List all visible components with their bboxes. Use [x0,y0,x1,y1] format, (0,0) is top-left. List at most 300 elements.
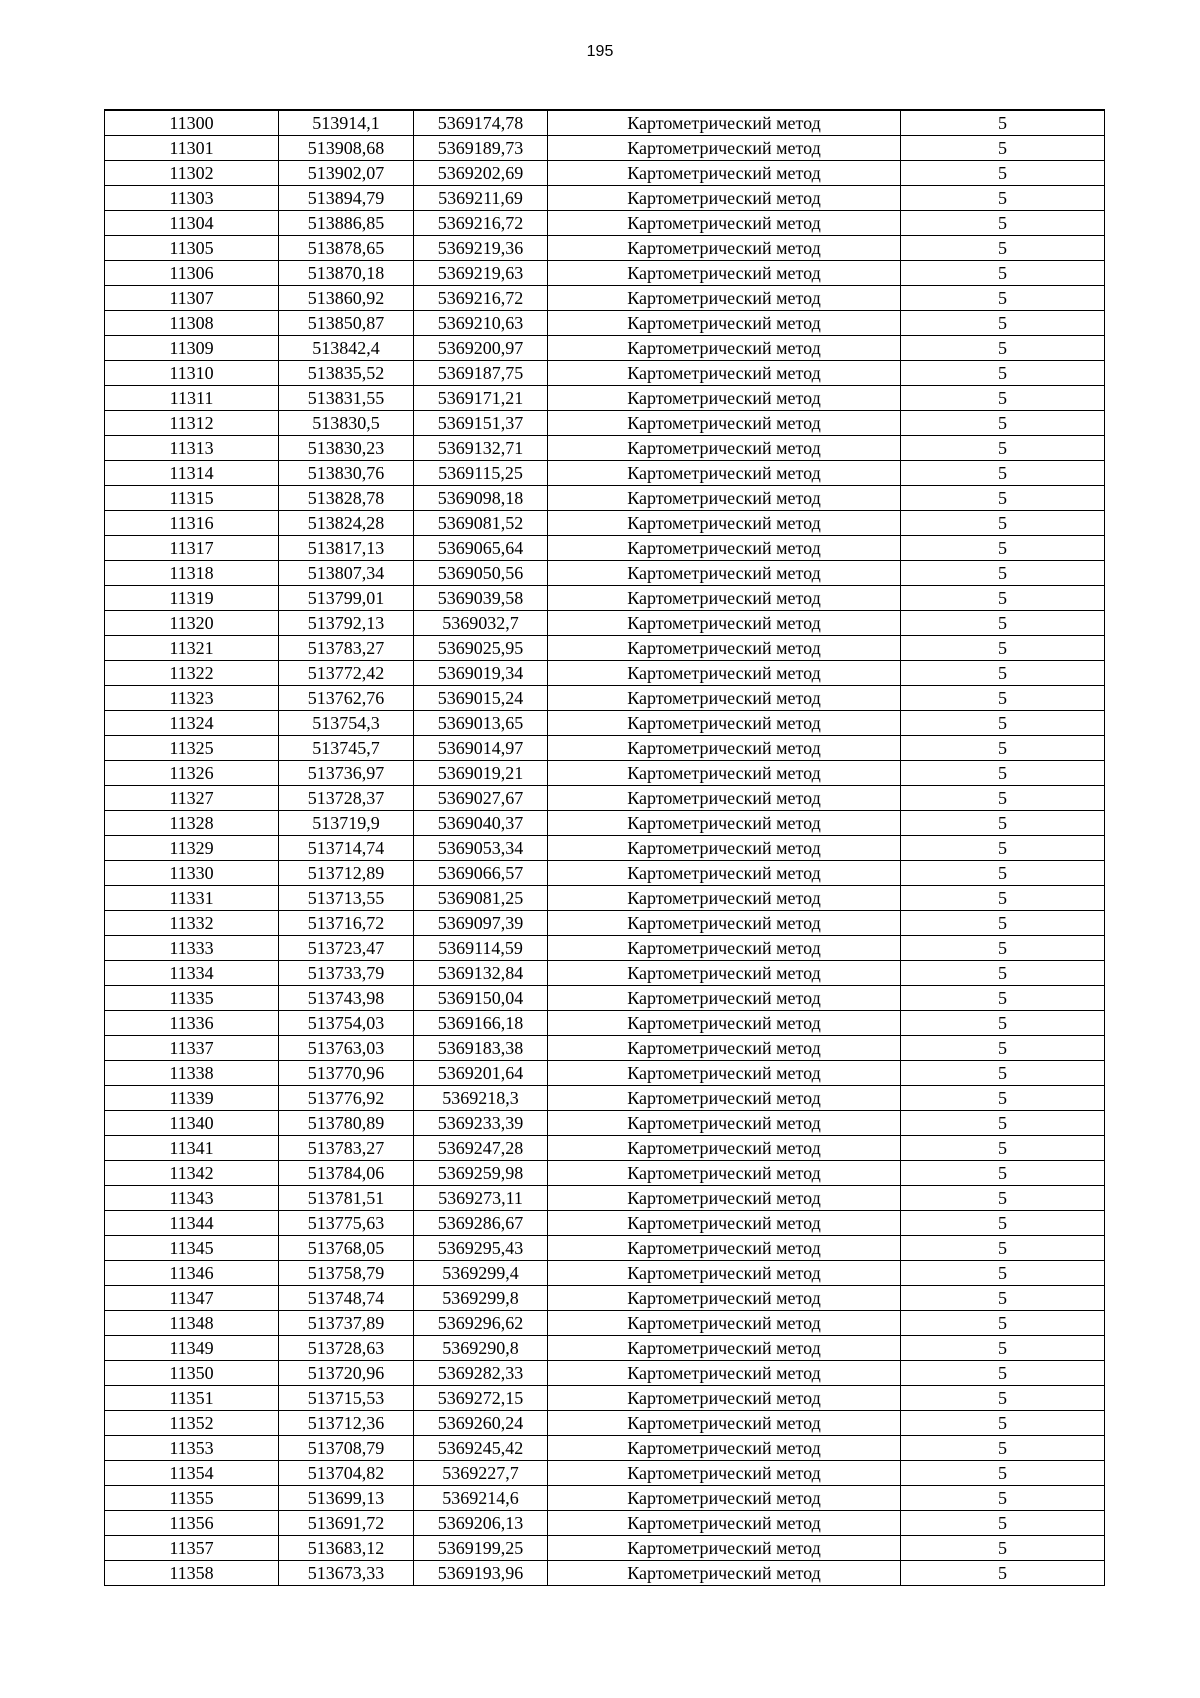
y-coordinate-cell: 5369081,52 [414,511,548,536]
table-row [105,1536,1105,1561]
point-number-cell: 11353 [105,1436,279,1461]
method-cell: Картометрический метод [548,1036,901,1061]
method-cell: Картометрический метод [548,561,901,586]
x-coordinate-cell: 513713,55 [279,886,414,911]
point-number-cell: 11347 [105,1286,279,1311]
y-coordinate-cell: 5369171,21 [414,386,548,411]
table-row [105,236,1105,261]
table-row [105,861,1105,886]
y-coordinate-cell: 5369296,62 [414,1311,548,1336]
x-coordinate-cell: 513743,98 [279,986,414,1011]
x-coordinate-cell: 513776,92 [279,1086,414,1111]
accuracy-cell: 5 [901,786,1105,811]
x-coordinate-cell: 513783,27 [279,636,414,661]
x-coordinate-cell: 513745,7 [279,736,414,761]
table-row [105,1336,1105,1361]
accuracy-cell: 5 [901,1486,1105,1511]
accuracy-cell: 5 [901,686,1105,711]
method-cell: Картометрический метод [548,1486,901,1511]
point-number-cell: 11320 [105,611,279,636]
table-row [105,1261,1105,1286]
point-number-cell: 11348 [105,1311,279,1336]
table-row [105,161,1105,186]
y-coordinate-cell: 5369014,97 [414,736,548,761]
point-number-cell: 11344 [105,1211,279,1236]
table-row [105,1486,1105,1511]
accuracy-cell: 5 [901,461,1105,486]
table-row [105,136,1105,161]
method-cell: Картометрический метод [548,1136,901,1161]
accuracy-cell: 5 [901,1361,1105,1386]
point-number-cell: 11308 [105,311,279,336]
y-coordinate-cell: 5369260,24 [414,1411,548,1436]
method-cell: Картометрический метод [548,136,901,161]
y-coordinate-cell: 5369206,13 [414,1511,548,1536]
accuracy-cell: 5 [901,261,1105,286]
accuracy-cell: 5 [901,936,1105,961]
table-row [105,686,1105,711]
x-coordinate-cell: 513720,96 [279,1361,414,1386]
point-number-cell: 11324 [105,711,279,736]
accuracy-cell: 5 [901,961,1105,986]
accuracy-cell: 5 [901,336,1105,361]
x-coordinate-cell: 513728,63 [279,1336,414,1361]
table-row [105,1086,1105,1111]
point-number-cell: 11311 [105,386,279,411]
point-number-cell: 11350 [105,1361,279,1386]
y-coordinate-cell: 5369216,72 [414,211,548,236]
accuracy-cell: 5 [901,1161,1105,1186]
x-coordinate-cell: 513733,79 [279,961,414,986]
table-row [105,1386,1105,1411]
point-number-cell: 11338 [105,1061,279,1086]
page-number: 195 [586,43,614,60]
x-coordinate-cell: 513704,82 [279,1461,414,1486]
point-number-cell: 11321 [105,636,279,661]
y-coordinate-cell: 5369189,73 [414,136,548,161]
point-number-cell: 11300 [105,110,279,136]
x-coordinate-cell: 513878,65 [279,236,414,261]
x-coordinate-cell: 513817,13 [279,536,414,561]
point-number-cell: 11333 [105,936,279,961]
method-cell: Картометрический метод [548,786,901,811]
y-coordinate-cell: 5369040,37 [414,811,548,836]
x-coordinate-cell: 513831,55 [279,386,414,411]
accuracy-cell: 5 [901,586,1105,611]
y-coordinate-cell: 5369245,42 [414,1436,548,1461]
x-coordinate-cell: 513792,13 [279,611,414,636]
method-cell: Картометрический метод [548,110,901,136]
accuracy-cell: 5 [901,1286,1105,1311]
accuracy-cell: 5 [901,1061,1105,1086]
y-coordinate-cell: 5369066,57 [414,861,548,886]
point-number-cell: 11317 [105,536,279,561]
table-row [105,886,1105,911]
point-number-cell: 11341 [105,1136,279,1161]
accuracy-cell: 5 [901,1111,1105,1136]
accuracy-cell: 5 [901,361,1105,386]
accuracy-cell: 5 [901,486,1105,511]
accuracy-cell: 5 [901,110,1105,136]
point-number-cell: 11325 [105,736,279,761]
x-coordinate-cell: 513784,06 [279,1161,414,1186]
method-cell: Картометрический метод [548,161,901,186]
table-row [105,961,1105,986]
method-cell: Картометрический метод [548,461,901,486]
accuracy-cell: 5 [901,736,1105,761]
y-coordinate-cell: 5369114,59 [414,936,548,961]
table-row [105,1136,1105,1161]
table-row [105,1411,1105,1436]
y-coordinate-cell: 5369233,39 [414,1111,548,1136]
table-row [105,386,1105,411]
point-number-cell: 11357 [105,1536,279,1561]
method-cell: Картометрический метод [548,1286,901,1311]
y-coordinate-cell: 5369201,64 [414,1061,548,1086]
accuracy-cell: 5 [901,386,1105,411]
table-row [105,1011,1105,1036]
y-coordinate-cell: 5369132,84 [414,961,548,986]
method-cell: Картометрический метод [548,1561,901,1586]
y-coordinate-cell: 5369027,67 [414,786,548,811]
y-coordinate-cell: 5369216,72 [414,286,548,311]
method-cell: Картометрический метод [548,711,901,736]
x-coordinate-cell: 513830,5 [279,411,414,436]
table-row [105,1561,1105,1586]
table-row [105,261,1105,286]
accuracy-cell: 5 [901,236,1105,261]
y-coordinate-cell: 5369282,33 [414,1361,548,1386]
method-cell: Картометрический метод [548,961,901,986]
point-number-cell: 11310 [105,361,279,386]
accuracy-cell: 5 [901,661,1105,686]
accuracy-cell: 5 [901,436,1105,461]
method-cell: Картометрический метод [548,1111,901,1136]
x-coordinate-cell: 513783,27 [279,1136,414,1161]
table-row [105,536,1105,561]
table-row [105,461,1105,486]
table-row [105,661,1105,686]
x-coordinate-cell: 513762,76 [279,686,414,711]
table-row [105,311,1105,336]
accuracy-cell: 5 [901,811,1105,836]
x-coordinate-cell: 513714,74 [279,836,414,861]
y-coordinate-cell: 5369183,38 [414,1036,548,1061]
point-number-cell: 11354 [105,1461,279,1486]
x-coordinate-cell: 513908,68 [279,136,414,161]
accuracy-cell: 5 [901,286,1105,311]
x-coordinate-cell: 513754,03 [279,1011,414,1036]
y-coordinate-cell: 5369200,97 [414,336,548,361]
y-coordinate-cell: 5369013,65 [414,711,548,736]
table-row [105,411,1105,436]
accuracy-cell: 5 [901,1211,1105,1236]
y-coordinate-cell: 5369050,56 [414,561,548,586]
method-cell: Картометрический метод [548,261,901,286]
x-coordinate-cell: 513763,03 [279,1036,414,1061]
point-number-cell: 11304 [105,211,279,236]
point-number-cell: 11355 [105,1486,279,1511]
accuracy-cell: 5 [901,836,1105,861]
y-coordinate-cell: 5369273,11 [414,1186,548,1211]
point-number-cell: 11331 [105,886,279,911]
coordinates-table [104,109,1105,1586]
table-row [105,786,1105,811]
accuracy-cell: 5 [901,986,1105,1011]
point-number-cell: 11323 [105,686,279,711]
method-cell: Картометрический метод [548,1361,901,1386]
table-row [105,836,1105,861]
point-number-cell: 11301 [105,136,279,161]
point-number-cell: 11314 [105,461,279,486]
accuracy-cell: 5 [901,161,1105,186]
table-row [105,711,1105,736]
y-coordinate-cell: 5369219,36 [414,236,548,261]
table-row [105,1511,1105,1536]
method-cell: Картометрический метод [548,911,901,936]
point-number-cell: 11305 [105,236,279,261]
x-coordinate-cell: 513775,63 [279,1211,414,1236]
x-coordinate-cell: 513673,33 [279,1561,414,1586]
x-coordinate-cell: 513914,1 [279,110,414,136]
x-coordinate-cell: 513842,4 [279,336,414,361]
point-number-cell: 11336 [105,1011,279,1036]
table-row [105,1161,1105,1186]
y-coordinate-cell: 5369039,58 [414,586,548,611]
method-cell: Картометрический метод [548,211,901,236]
y-coordinate-cell: 5369187,75 [414,361,548,386]
x-coordinate-cell: 513712,89 [279,861,414,886]
accuracy-cell: 5 [901,1186,1105,1211]
method-cell: Картометрический метод [548,536,901,561]
method-cell: Картометрический метод [548,411,901,436]
method-cell: Картометрический метод [548,1261,901,1286]
method-cell: Картометрический метод [548,336,901,361]
accuracy-cell: 5 [901,1536,1105,1561]
y-coordinate-cell: 5369227,7 [414,1461,548,1486]
method-cell: Картометрический метод [548,286,901,311]
table-row [105,1436,1105,1461]
x-coordinate-cell: 513850,87 [279,311,414,336]
table-row [105,1111,1105,1136]
method-cell: Картометрический метод [548,1236,901,1261]
point-number-cell: 11334 [105,961,279,986]
x-coordinate-cell: 513830,23 [279,436,414,461]
method-cell: Картометрический метод [548,1536,901,1561]
x-coordinate-cell: 513768,05 [279,1236,414,1261]
table-row [105,1311,1105,1336]
point-number-cell: 11332 [105,911,279,936]
y-coordinate-cell: 5369025,95 [414,636,548,661]
method-cell: Картометрический метод [548,311,901,336]
x-coordinate-cell: 513754,3 [279,711,414,736]
accuracy-cell: 5 [901,861,1105,886]
x-coordinate-cell: 513723,47 [279,936,414,961]
x-coordinate-cell: 513870,18 [279,261,414,286]
accuracy-cell: 5 [901,1011,1105,1036]
method-cell: Картометрический метод [548,1386,901,1411]
x-coordinate-cell: 513719,9 [279,811,414,836]
y-coordinate-cell: 5369151,37 [414,411,548,436]
accuracy-cell: 5 [901,511,1105,536]
table-row [105,1186,1105,1211]
point-number-cell: 11319 [105,586,279,611]
y-coordinate-cell: 5369290,8 [414,1336,548,1361]
method-cell: Картометрический метод [548,861,901,886]
method-cell: Картометрический метод [548,1011,901,1036]
point-number-cell: 11318 [105,561,279,586]
accuracy-cell: 5 [901,536,1105,561]
point-number-cell: 11306 [105,261,279,286]
table-row [105,336,1105,361]
point-number-cell: 11312 [105,411,279,436]
accuracy-cell: 5 [901,1461,1105,1486]
accuracy-cell: 5 [901,1386,1105,1411]
method-cell: Картометрический метод [548,1311,901,1336]
y-coordinate-cell: 5369211,69 [414,186,548,211]
y-coordinate-cell: 5369019,34 [414,661,548,686]
y-coordinate-cell: 5369210,63 [414,311,548,336]
x-coordinate-cell: 513699,13 [279,1486,414,1511]
point-number-cell: 11303 [105,186,279,211]
accuracy-cell: 5 [901,1336,1105,1361]
method-cell: Картометрический метод [548,761,901,786]
y-coordinate-cell: 5369286,67 [414,1211,548,1236]
y-coordinate-cell: 5369295,43 [414,1236,548,1261]
method-cell: Картометрический метод [548,686,901,711]
method-cell: Картометрический метод [548,1511,901,1536]
accuracy-cell: 5 [901,761,1105,786]
method-cell: Картометрический метод [548,936,901,961]
y-coordinate-cell: 5369219,63 [414,261,548,286]
table-row [105,436,1105,461]
x-coordinate-cell: 513683,12 [279,1536,414,1561]
point-number-cell: 11339 [105,1086,279,1111]
accuracy-cell: 5 [901,1311,1105,1336]
x-coordinate-cell: 513748,74 [279,1286,414,1311]
table-row [105,636,1105,661]
point-number-cell: 11326 [105,761,279,786]
y-coordinate-cell: 5369193,96 [414,1561,548,1586]
table-row [105,211,1105,236]
table-row [105,1061,1105,1086]
table-row [105,611,1105,636]
table-row [105,1361,1105,1386]
table-row [105,1461,1105,1486]
table-row [105,561,1105,586]
accuracy-cell: 5 [901,211,1105,236]
x-coordinate-cell: 513830,76 [279,461,414,486]
method-cell: Картометрический метод [548,1061,901,1086]
y-coordinate-cell: 5369097,39 [414,911,548,936]
point-number-cell: 11328 [105,811,279,836]
table-row [105,986,1105,1011]
method-cell: Картометрический метод [548,836,901,861]
accuracy-cell: 5 [901,561,1105,586]
method-cell: Картометрический метод [548,661,901,686]
point-number-cell: 11316 [105,511,279,536]
accuracy-cell: 5 [901,611,1105,636]
table-row [105,186,1105,211]
method-cell: Картометрический метод [548,811,901,836]
accuracy-cell: 5 [901,411,1105,436]
method-cell: Картометрический метод [548,636,901,661]
method-cell: Картометрический метод [548,1186,901,1211]
accuracy-cell: 5 [901,1411,1105,1436]
method-cell: Картометрический метод [548,586,901,611]
point-number-cell: 11349 [105,1336,279,1361]
table-row [105,736,1105,761]
y-coordinate-cell: 5369272,15 [414,1386,548,1411]
point-number-cell: 11345 [105,1236,279,1261]
table-row [105,110,1105,136]
coordinates-table-body [105,110,1105,1586]
x-coordinate-cell: 513737,89 [279,1311,414,1336]
point-number-cell: 11302 [105,161,279,186]
point-number-cell: 11340 [105,1111,279,1136]
table-row [105,361,1105,386]
table-row [105,511,1105,536]
y-coordinate-cell: 5369015,24 [414,686,548,711]
method-cell: Картометрический метод [548,1086,901,1111]
point-number-cell: 11343 [105,1186,279,1211]
point-number-cell: 11315 [105,486,279,511]
accuracy-cell: 5 [901,886,1105,911]
accuracy-cell: 5 [901,1261,1105,1286]
x-coordinate-cell: 513691,72 [279,1511,414,1536]
x-coordinate-cell: 513772,42 [279,661,414,686]
accuracy-cell: 5 [901,1561,1105,1586]
accuracy-cell: 5 [901,1136,1105,1161]
y-coordinate-cell: 5369218,3 [414,1086,548,1111]
table-row [105,586,1105,611]
method-cell: Картометрический метод [548,511,901,536]
method-cell: Картометрический метод [548,1211,901,1236]
x-coordinate-cell: 513902,07 [279,161,414,186]
accuracy-cell: 5 [901,136,1105,161]
x-coordinate-cell: 513770,96 [279,1061,414,1086]
x-coordinate-cell: 513781,51 [279,1186,414,1211]
table-row [105,911,1105,936]
y-coordinate-cell: 5369081,25 [414,886,548,911]
point-number-cell: 11313 [105,436,279,461]
x-coordinate-cell: 513807,34 [279,561,414,586]
y-coordinate-cell: 5369174,78 [414,110,548,136]
x-coordinate-cell: 513835,52 [279,361,414,386]
point-number-cell: 11346 [105,1261,279,1286]
table-row [105,936,1105,961]
method-cell: Картометрический метод [548,1411,901,1436]
x-coordinate-cell: 513799,01 [279,586,414,611]
point-number-cell: 11358 [105,1561,279,1586]
y-coordinate-cell: 5369247,28 [414,1136,548,1161]
accuracy-cell: 5 [901,911,1105,936]
y-coordinate-cell: 5369098,18 [414,486,548,511]
accuracy-cell: 5 [901,311,1105,336]
y-coordinate-cell: 5369199,25 [414,1536,548,1561]
method-cell: Картометрический метод [548,986,901,1011]
table-row [105,761,1105,786]
method-cell: Картометрический метод [548,1461,901,1486]
point-number-cell: 11351 [105,1386,279,1411]
y-coordinate-cell: 5369299,4 [414,1261,548,1286]
accuracy-cell: 5 [901,1436,1105,1461]
x-coordinate-cell: 513894,79 [279,186,414,211]
x-coordinate-cell: 513708,79 [279,1436,414,1461]
y-coordinate-cell: 5369053,34 [414,836,548,861]
y-coordinate-cell: 5369150,04 [414,986,548,1011]
table-row [105,811,1105,836]
